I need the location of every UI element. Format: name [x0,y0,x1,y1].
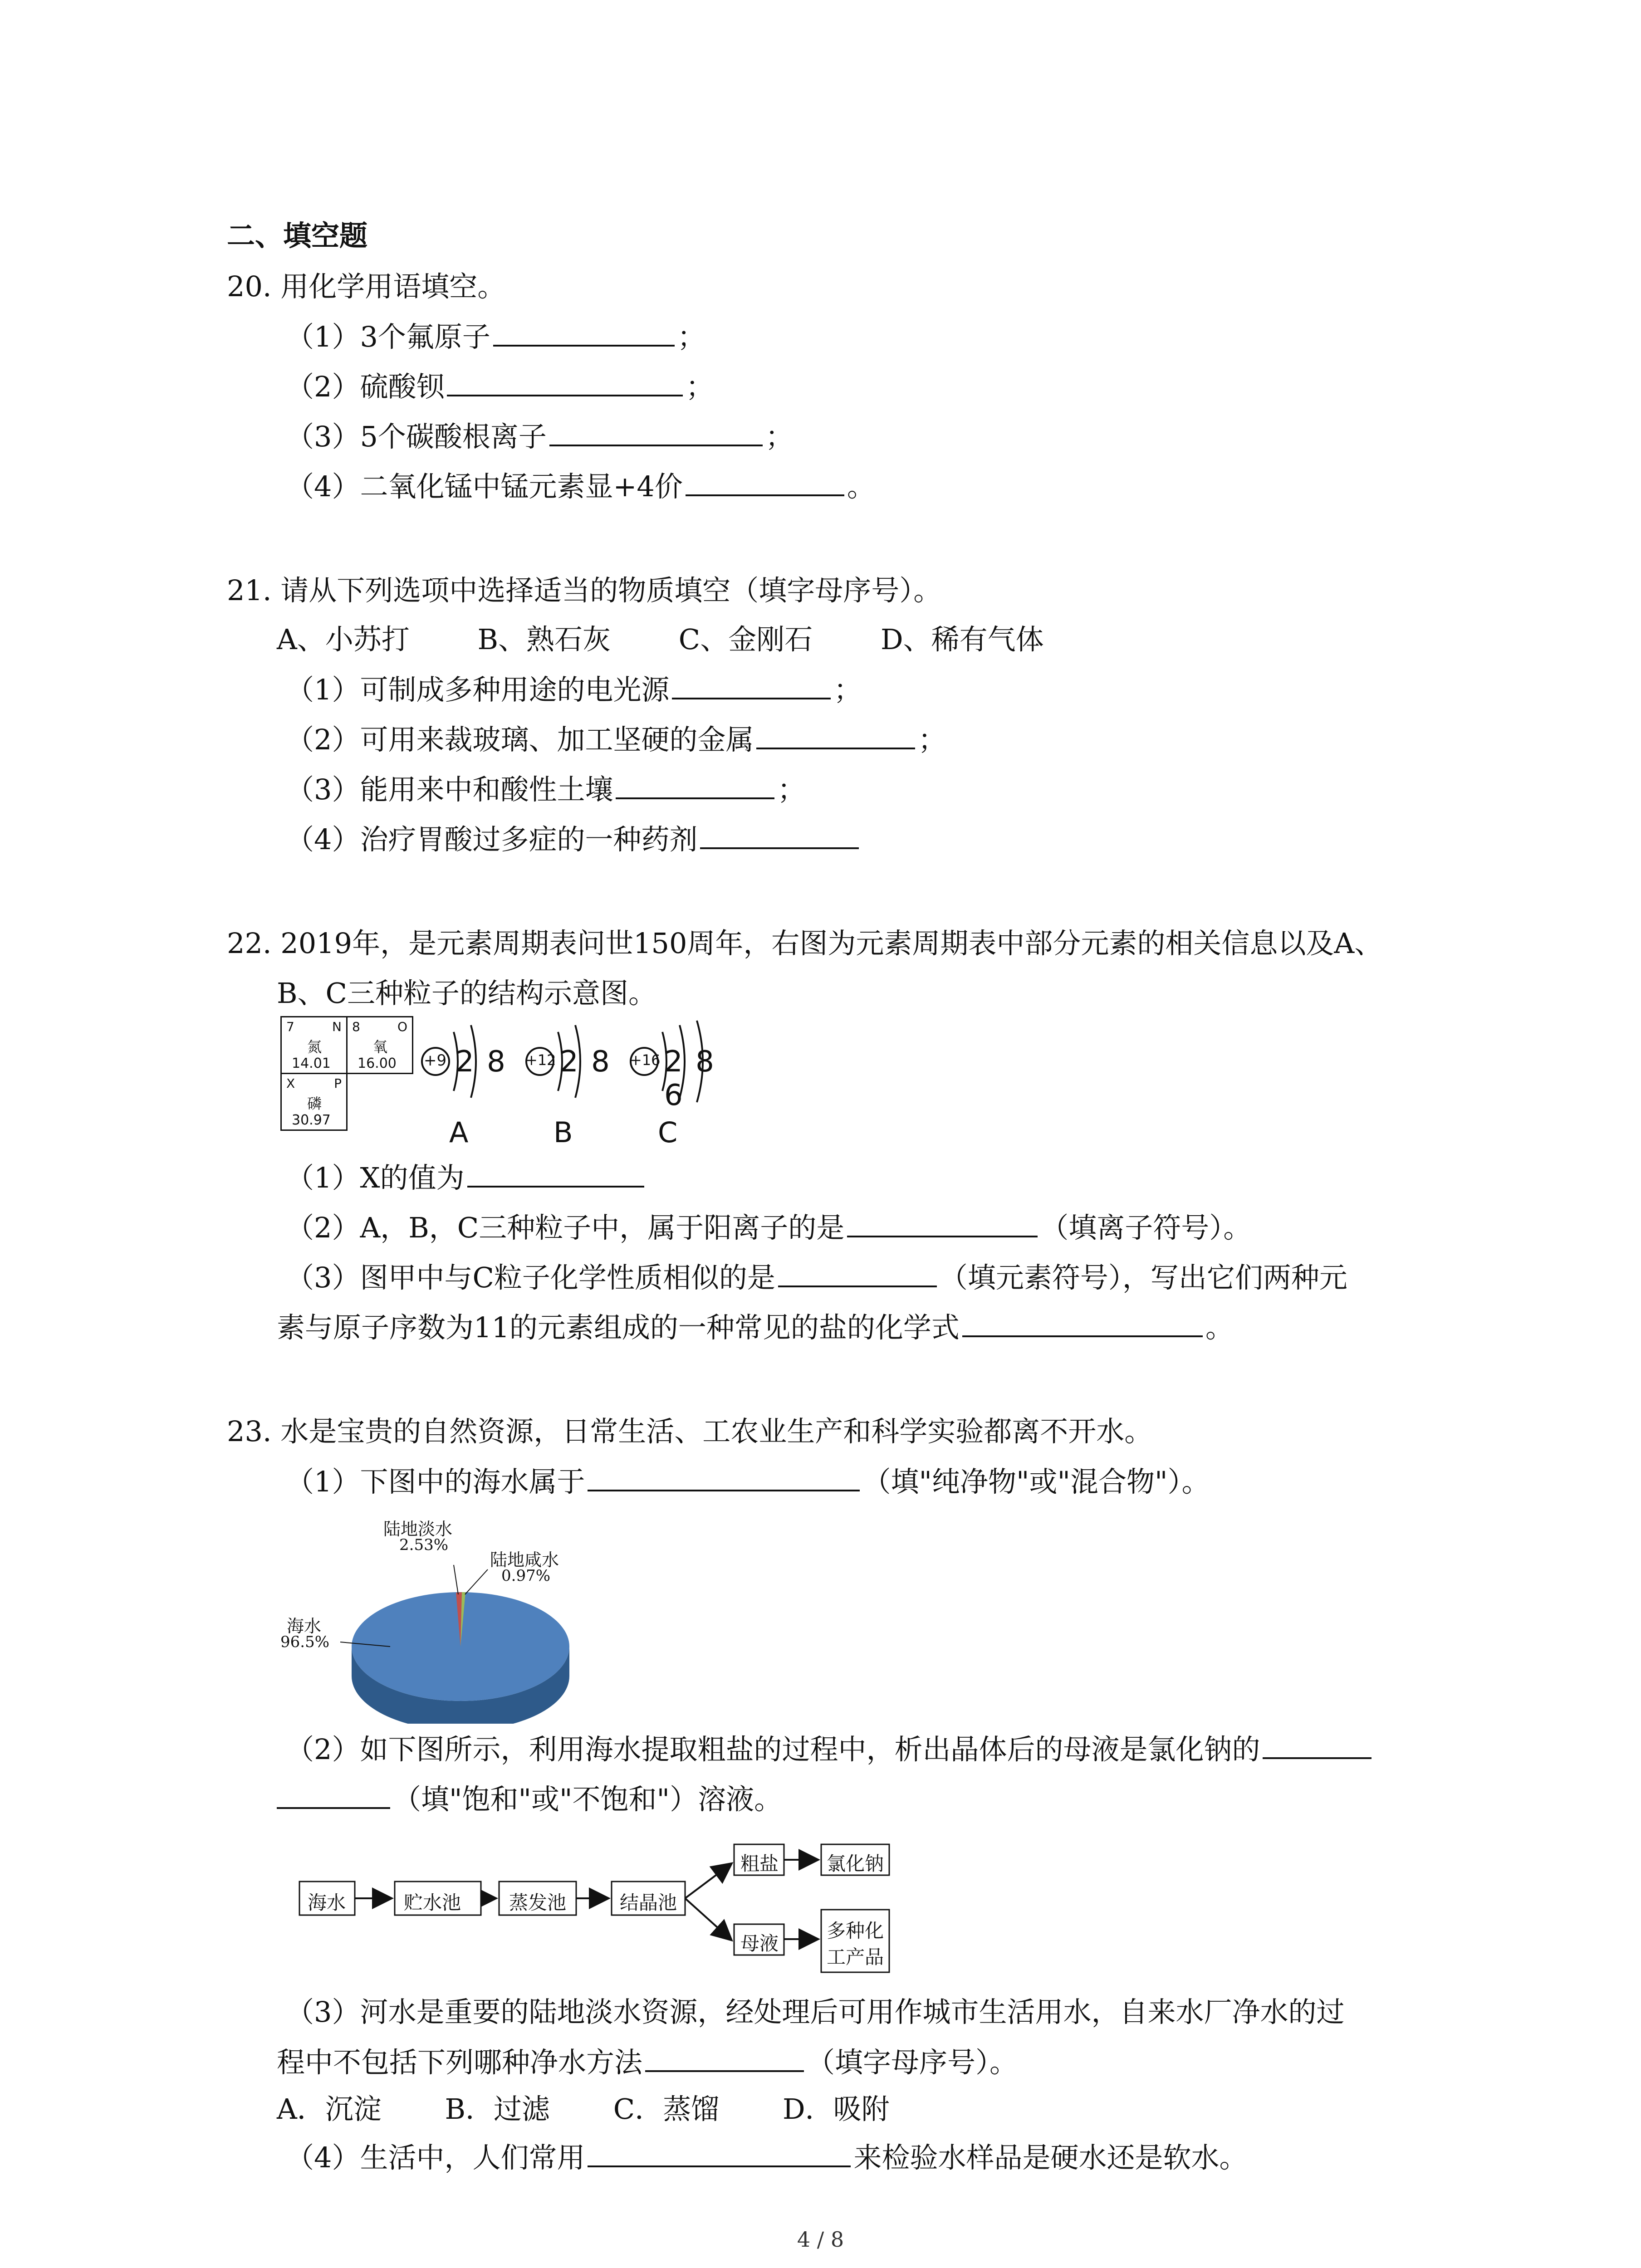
answer-blank[interactable] [778,1259,937,1287]
element-symbol: P [334,1076,342,1091]
q23-item-2-cont [277,1781,782,1818]
q21-item-3 [286,771,805,808]
q23-item-1-hint: （填"纯净物"或"混合物"）。 [862,1465,1210,1498]
q23-item-4-hint: 来检验水样品是硬水还是软水。 [853,2141,1248,2174]
q21-item-3-text: （3）能用来中和酸性土壤 [286,773,613,806]
pie-graphic [272,1510,635,1724]
element-cell-oxygen [346,1016,413,1074]
pie-label-seawater-value: 96.5% [280,1633,330,1651]
q22-item-2-hint: （填离子符号）。 [1040,1211,1252,1244]
flow-evaporation-pond: 蒸发池 [509,1892,567,1914]
answer-blank[interactable] [847,1209,1038,1237]
atom-b-label: B [554,1116,573,1149]
element-symbol: N [332,1019,342,1034]
q21-item-4-text: （4）治疗胃酸过多症的一种药剂 [286,823,698,856]
q23-option-b: B．过滤 [445,2092,550,2126]
q22-item-2 [286,1209,1251,1246]
answer-blank[interactable] [672,671,831,699]
q22-item-3-text: （3）图甲中与C粒子化学性质相似的是 [286,1261,775,1294]
element-name: 氧 [373,1038,388,1056]
page-number: 4 / 8 [797,2227,844,2252]
q21-option-b: B、熟石灰 [477,623,611,656]
q22-item-2-text: （2）A，B，C三种粒子中，属于阳离子的是 [286,1211,845,1244]
q23-item-3-text: 程中不包括下列哪种净水方法 [277,2046,643,2079]
atom-a-shells: 2 8 [456,1045,507,1079]
pie-label-salt-water-name: 陆地咸水 [490,1550,559,1570]
flow-reservoir: 贮水池 [404,1892,461,1914]
q23-item-2-hint: （填"饱和"或"不饱和"）溶液。 [393,1783,783,1816]
q22-stem-line-1: 22. 2019年，是元素周期表问世150周年，右图为元素周期表中部分元素的相关信息以及A、 [227,927,1383,960]
atom-c-label: C [658,1116,678,1149]
q21-item-4 [286,821,862,858]
q23-option-a: A．沉淀 [277,2092,382,2126]
atom-b-nucleus: +12 [525,1051,556,1069]
q23-option-c: C．蒸馏 [613,2092,720,2126]
answer-blank[interactable] [616,771,774,799]
q22-stem-line-2: B、C三种粒子的结构示意图。 [277,977,657,1010]
q22-item-1 [286,1159,647,1196]
q21-options [277,621,1103,658]
q21-option-c: C、金刚石 [678,623,813,656]
q23-item-4 [286,2139,1247,2176]
element-symbol: O [397,1019,407,1034]
atomic-number: X [286,1076,295,1091]
q23-stem: 23. 水是宝贵的自然资源，日常生活、工农业生产和科学实验都离不开水。 [227,1415,1153,1448]
q21-item-1-text: （1）可制成多种用途的电光源 [286,673,670,706]
atomic-number: 8 [352,1019,360,1034]
answer-blank[interactable] [493,318,675,347]
flow-seawater: 海水 [308,1892,346,1914]
answer-blank[interactable] [700,821,859,849]
q20-item-2 [286,368,714,405]
atomic-mass: 30.97 [292,1112,331,1128]
atomic-mass: 14.01 [292,1056,331,1071]
answer-blank[interactable] [756,721,915,749]
answer-blank[interactable] [686,468,844,496]
punct: ； [833,673,862,706]
q21-option-d: D、稀有气体 [880,623,1044,656]
periodic-table-fragment [280,1016,416,1134]
water-distribution-pie [272,1510,635,1724]
q22-item-3 [286,1259,1347,1296]
answer-blank[interactable] [588,2139,851,2167]
q21-stem: 21. 请从下列选项中选择适当的物质填空（填字母序号）。 [227,574,942,607]
pie-label-fresh-water-name: 陆地淡水 [383,1519,453,1539]
answer-blank[interactable] [645,2044,804,2072]
q23-item-1 [286,1463,1210,1500]
q20-item-3-text: （3）5个碳酸根离子 [286,420,547,453]
q20-item-4-text: （4）二氧化锰中锰元素显+4价 [286,470,683,503]
atom-b-shells: 2 8 [560,1045,612,1079]
punct: ； [686,370,714,403]
q23-item-2 [286,1731,1374,1768]
element-name: 氮 [307,1038,322,1056]
answer-blank[interactable] [549,418,763,446]
q23-options [277,2091,949,2127]
q20-item-1-text: （1）3个氟原子 [286,320,490,353]
flow-crude-salt: 粗盐 [740,1853,779,1875]
answer-blank[interactable] [962,1309,1203,1337]
answer-blank[interactable] [447,368,683,396]
atom-c-nucleus: +16 [630,1051,661,1069]
flow-sodium-chloride: 氯化钠 [827,1853,884,1875]
q23-item-4-text: （4）生活中，人们常用 [286,2141,585,2174]
pie-label-seawater-name: 海水 [287,1616,322,1636]
q20-item-3 [286,418,794,455]
q22-item-1-text: （1）X的值为 [286,1161,465,1194]
punct: 。 [847,470,875,503]
element-cell-phosphorus [280,1073,348,1131]
q23-option-d: D．吸附 [782,2092,890,2126]
atom-a-label: A [449,1116,469,1149]
element-name: 磷 [307,1095,322,1112]
atomic-number: 7 [286,1019,294,1034]
flow-chemical-products-line1: 多种化 [827,1920,884,1942]
q23-item-1-text: （1）下图中的海水属于 [286,1465,585,1498]
q20-stem: 20. 用化学用语填空。 [227,270,506,303]
q23-item-3: （3）河水是重要的陆地淡水资源，经处理后可用作城市生活用水，自来水厂净水的过 [286,1995,1345,2028]
q20-item-1 [286,318,705,355]
q21-option-a: A、小苏打 [277,623,410,656]
flow-chemical-products-line2: 工产品 [827,1946,884,1968]
punct: ； [918,723,946,756]
punct: 。 [1205,1311,1234,1344]
q20-item-4 [286,468,875,505]
punct: ； [765,420,794,453]
answer-blank[interactable] [277,1781,390,1809]
pie-label-fresh-water-value: 2.53% [399,1536,449,1554]
section-title: 二、填空题 [227,219,368,252]
q21-item-1 [286,671,862,708]
q22-item-3-cont [277,1309,1234,1346]
atom-structure-diagrams [417,1007,735,1152]
q21-item-2 [286,721,946,758]
atom-a-nucleus: +9 [424,1051,447,1070]
pie-label-salt-water-value: 0.97% [501,1567,551,1585]
q23-item-3-hint: （填字母序号）。 [807,2046,1018,2079]
answer-blank[interactable] [588,1463,860,1491]
atom-c-shells: 2 8 6 [664,1045,716,1112]
q20-item-2-text: （2）硫酸钡 [286,370,445,403]
flow-mother-liquor: 母液 [740,1932,779,1955]
q23-item-3-cont [277,2044,1018,2081]
punct: ； [677,320,705,353]
salt-extraction-flow [295,1828,930,1982]
q22-item-3-hint: （填元素符号），写出它们两种元 [939,1261,1347,1294]
flow-crystallization-pond: 结晶池 [620,1892,677,1914]
q23-item-2-text: （2）如下图所示，利用海水提取粗盐的过程中，析出晶体后的母液是氯化钠的 [286,1733,1260,1766]
atomic-mass: 16.00 [358,1056,397,1071]
q21-item-2-text: （2）可用来裁玻璃、加工坚硬的金属 [286,723,754,756]
q22-item-3-text-2: 素与原子序数为11的元素组成的一种常见的盐的化学式 [277,1311,960,1344]
answer-blank[interactable] [467,1159,644,1188]
punct: ； [777,773,806,806]
answer-blank[interactable] [1263,1731,1372,1759]
element-cell-nitrogen [280,1016,348,1074]
